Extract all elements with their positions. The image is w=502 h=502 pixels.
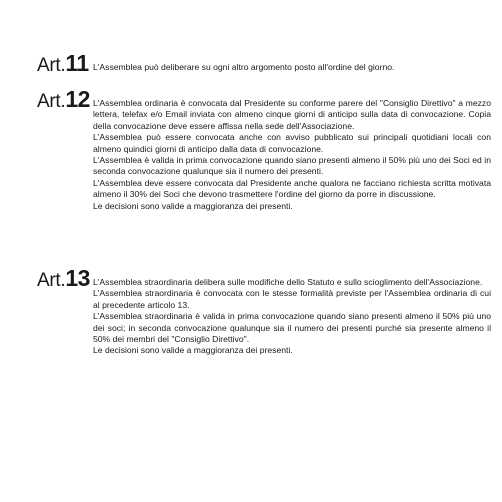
article-paragraph: Le decisioni sono valide a maggioranza dei presenti. [93, 200, 293, 211]
article-body [93, 62, 491, 73]
article-number: 11 [65, 50, 89, 76]
article-paragraph: L'Assemblea è valida in prima convocazione quando siano presenti almeno il 50% più uno dei Soci ed in seconda convocazione qualunque sia il numero dei presenti. [93, 155, 491, 177]
article-paragraph: Le decisioni sono valide a maggioranza dei presenti. [93, 345, 293, 356]
article-paragraph: L'Assemblea può deliberare su ogni altro argomento posto all'ordine del giorno. [93, 62, 395, 72]
article-prefix: Art. [37, 91, 66, 112]
article-paragraph: L'Assemblea ordinaria è convocata dal Presidente su conforme parere del "Consiglio Direttivo" a mezzo lettera, telefax e/o Email inviata con almeno cinque giorni di anticipo sulla data di convocazione. Copia della convocazione deve essere affissa nella sede dell'Associazione. [93, 98, 491, 131]
article-body [93, 277, 491, 357]
article-body [93, 98, 491, 212]
article-number: 12 [65, 86, 90, 112]
article-paragraph: L'Assemblea deve essere convocata dal Presidente anche qualora ne facciano richiesta scritta motivata almeno il 30% dei Soci che devono trasmettere l'ordine del giorno da porre in discussione. [93, 177, 491, 200]
article-prefix: Art. [37, 55, 66, 76]
article-paragraph: L'Assemblea può essere convocata anche con avviso pubblicato sui principali quotidiani locali con almeno quindici giorni di anticipo dalla data di convocazione. [93, 132, 491, 154]
article-paragraph: L'Assemblea straordinaria è valida in prima convocazione quando siano presenti almeno il 50% più uno dei soci; in seconda convocazione qualunque sia il numero dei presenti purché sia presente almeno il 50% dei membri del "Consiglio Direttivo". [93, 311, 491, 345]
article-heading [37, 267, 90, 290]
article-number: 13 [65, 265, 90, 291]
article-paragraph: L'Assemblea straordinaria delibera sulle modifiche dello Statuto e sullo scioglimento dell'Associazione. [93, 277, 483, 287]
article-prefix: Art. [37, 270, 66, 291]
article-heading [37, 88, 90, 111]
article-heading [37, 52, 89, 75]
article-paragraph: L'Assemblea straordinaria è convocata con le stesse formalità previste per l'Assemblea ordinaria di cui al precedente articolo 13. [93, 288, 491, 310]
